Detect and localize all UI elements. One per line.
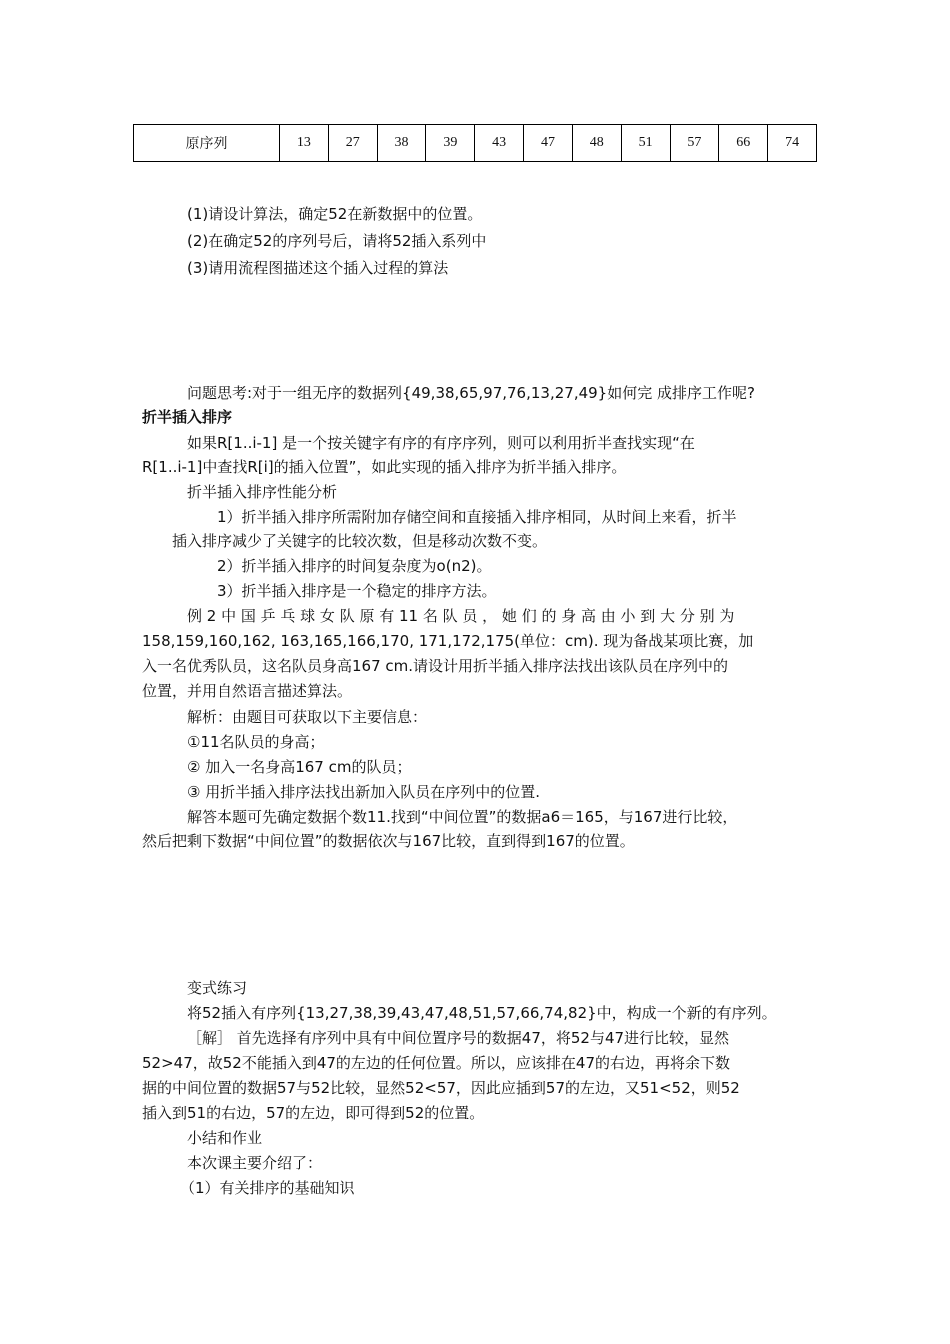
analysis-line-1: 1）折半插入排序所需附加存储空间和直接插入排序相同，从时间上来看，折半 (217, 508, 737, 526)
solution-line-2: ①11名队员的身高； (187, 733, 325, 751)
summary-intro: 本次课主要介绍了： (187, 1154, 323, 1172)
definition-line-1: 如果R[1..i-1] 是一个按关键字有序的有序序列，则可以利用折半查找实现“在 (187, 434, 695, 452)
solution-line-6: 然后把剩下数据“中间位置”的数据依次与167比较，直到得到167的位置。 (142, 832, 635, 850)
question-text: 问题思考:对于一组无序的数据列{49,38,65,97,76,13,27,49}如何完 成排序工作呢? (187, 384, 755, 402)
table-cell: 27 (328, 125, 377, 162)
table-cell: 13 (280, 125, 329, 162)
analysis-line-2: 插入排序减少了关键字的比较次数，但是移动次数不变。 (172, 532, 548, 550)
table-cell: 66 (719, 125, 768, 162)
sequence-table (133, 124, 817, 162)
table-row (134, 125, 817, 162)
table-cell: 47 (524, 125, 573, 162)
table-cell: 74 (768, 125, 817, 162)
summary-item-1: （1）有关排序的基础知识 (180, 1179, 355, 1197)
analysis-line-4: 3）折半插入排序是一个稳定的排序方法。 (217, 582, 497, 600)
table-cell: 38 (377, 125, 426, 162)
table-cell: 57 (670, 125, 719, 162)
task-3: (3)请用流程图描述这个插入过程的算法 (187, 259, 449, 277)
task-2: (2)在确定52的序列号后，请将52插入系列中 (187, 232, 487, 250)
solution-line-1: 解析：由题目可获取以下主要信息： (187, 708, 428, 726)
example-line-1: 例 2 中 国 乒 乓 球 女 队 原 有 11 名 队 员 ， 她 们 的 身 高 由 小 到 大 分 别 为 (187, 607, 735, 625)
task-1: (1)请设计算法，确定52在新数据中的位置。 (187, 205, 483, 223)
solution-line-3: ② 加入一名身高167 cm的队员； (187, 758, 412, 776)
section-title: 折半插入排序 (142, 408, 233, 426)
summary-title: 小结和作业 (187, 1129, 263, 1147)
example-line-3: 入一名优秀队员，这名队员身高167 cm.请设计用折半插入排序法找出该队员在序列中的 (142, 657, 729, 675)
practice-line-2: ［解］ 首先选择有序列中具有中间位置序号的数据47，将52与47进行比较，显然 (187, 1029, 730, 1047)
table-cell: 48 (572, 125, 621, 162)
practice-title: 变式练习 (187, 979, 248, 997)
table-cell: 51 (621, 125, 670, 162)
analysis-line-3: 2）折半插入排序的时间复杂度为o(n2)。 (217, 557, 492, 575)
solution-line-4: ③ 用折半插入排序法找出新加入队员在序列中的位置. (187, 783, 540, 801)
practice-line-4: 据的中间位置的数据57与52比较，显然52<57，因此应插到57的左边，又51<52，则52 (142, 1079, 740, 1097)
solution-line-5: 解答本题可先确定数据个数11.找到“中间位置”的数据a6＝165，与167进行比较， (187, 808, 738, 826)
example-line-2: 158,159,160,162, 163,165,166,170, 171,172,175(单位：cm). 现为备战某项比赛，加 (142, 632, 754, 650)
analysis-title: 折半插入排序性能分析 (187, 483, 338, 501)
table-cell: 43 (475, 125, 524, 162)
table-cell: 39 (426, 125, 475, 162)
practice-line-1: 将52插入有序列{13,27,38,39,43,47,48,51,57,66,74,82}中，构成一个新的有序列。 (187, 1004, 777, 1022)
example-line-4: 位置，并用自然语言描述算法。 (142, 682, 353, 700)
practice-line-3: 52>47，故52不能插入到47的左边的任何位置。所以，应该排在47的右边，再将余下数 (142, 1054, 731, 1072)
table-header-cell: 原序列 (134, 125, 280, 162)
practice-line-5: 插入到51的右边，57的左边，即可得到52的位置。 (142, 1104, 485, 1122)
definition-line-2: R[1..i-1]中查找R[i]的插入位置”，如此实现的插入排序为折半插入排序。 (142, 458, 627, 476)
